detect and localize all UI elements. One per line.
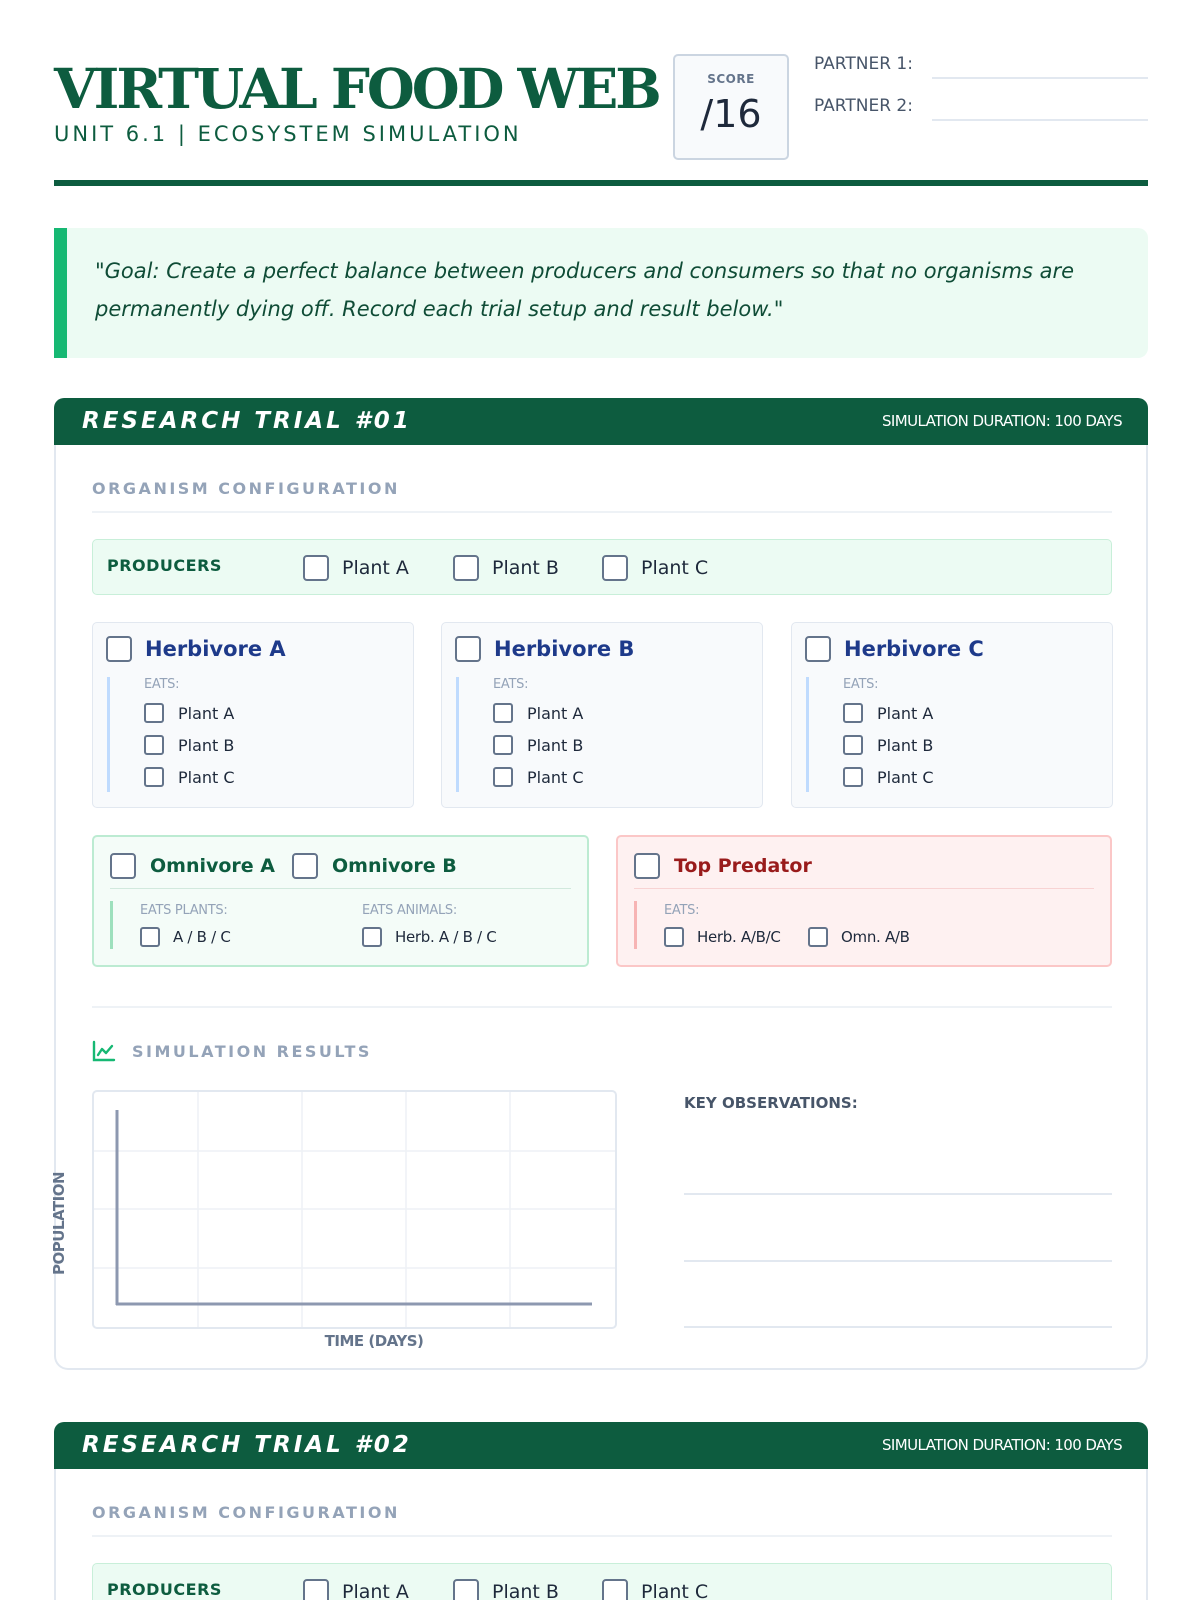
page-title: VIRTUAL FOOD WEB bbox=[54, 56, 659, 121]
herbivore-b-card bbox=[441, 622, 763, 808]
herbivore-a-diet bbox=[107, 677, 387, 792]
producers-label: PRODUCERS bbox=[107, 1580, 222, 1599]
omnivores-card bbox=[92, 835, 589, 967]
herbivore-a-card bbox=[92, 622, 414, 808]
predator-divider bbox=[634, 888, 1094, 889]
eats-animals-text: Herb. A / B / C bbox=[395, 928, 497, 946]
partner-1-field[interactable] bbox=[932, 77, 1148, 79]
eats-plants-text: A / B / C bbox=[173, 928, 231, 946]
producer-plant-c-option[interactable] bbox=[602, 554, 708, 582]
simulation-results-label: SIMULATION RESULTS bbox=[132, 1042, 372, 1061]
herbivore-c-option[interactable] bbox=[805, 636, 984, 662]
producer-plant-a-label: Plant A bbox=[342, 1581, 409, 1600]
checkbox[interactable] bbox=[808, 927, 828, 947]
producer-plant-c-checkbox[interactable] bbox=[602, 1579, 628, 1600]
trial-1-title: RESEARCH TRIAL #01 bbox=[82, 408, 412, 434]
predator-eats-herbivores-option[interactable] bbox=[664, 927, 781, 947]
eats-label: EATS: bbox=[493, 677, 529, 692]
checkbox[interactable] bbox=[140, 927, 160, 947]
checkbox[interactable] bbox=[144, 703, 164, 723]
trial-2-header bbox=[54, 1422, 1148, 1469]
organism-config-label: ORGANISM CONFIGURATION bbox=[92, 1503, 400, 1522]
research-trial-2 bbox=[54, 1422, 1148, 1600]
eats-plants-label: EATS PLANTS: bbox=[140, 903, 228, 918]
top-predator-checkbox[interactable] bbox=[634, 853, 660, 879]
herbivore-b-diet bbox=[456, 677, 736, 792]
observation-line-2[interactable] bbox=[684, 1260, 1112, 1262]
omnivore-a-option[interactable] bbox=[110, 853, 275, 879]
research-trial-1 bbox=[50, 398, 1148, 1370]
predator-option-text: Omn. A/B bbox=[841, 928, 910, 946]
food-label: Plant B bbox=[178, 735, 235, 755]
producers-row bbox=[92, 1563, 1112, 1600]
partner-1-label: PARTNER 1: bbox=[814, 54, 913, 74]
predator-eats-omnivores-option[interactable] bbox=[808, 927, 910, 947]
producer-plant-b-option[interactable] bbox=[453, 554, 559, 582]
food-label: Plant C bbox=[178, 767, 235, 787]
population-graph-grid bbox=[94, 1092, 615, 1327]
herbivore-c-checkbox[interactable] bbox=[805, 636, 831, 662]
top-predator-card bbox=[616, 835, 1112, 967]
score-label: SCORE bbox=[707, 72, 755, 86]
trial-1-body bbox=[50, 445, 1148, 1370]
eats-label: EATS: bbox=[843, 677, 879, 692]
producer-plant-c-label: Plant C bbox=[641, 557, 709, 579]
checkbox[interactable] bbox=[843, 735, 863, 755]
checkbox[interactable] bbox=[493, 767, 513, 787]
worksheet-header bbox=[54, 50, 1148, 188]
trial-2-body bbox=[54, 1469, 1148, 1600]
producers-label: PRODUCERS bbox=[107, 556, 222, 575]
herbivore-a-eats-plant-c[interactable] bbox=[144, 767, 235, 787]
producer-plant-b-checkbox[interactable] bbox=[453, 1579, 479, 1600]
herbivore-a-checkbox[interactable] bbox=[106, 636, 132, 662]
herbivore-b-eats-plant-c[interactable] bbox=[493, 767, 584, 787]
herbivore-a-title: Herbivore A bbox=[145, 637, 286, 661]
omnivore-a-title: Omnivore A bbox=[150, 855, 276, 877]
food-label: Plant C bbox=[877, 767, 934, 787]
food-label: Plant A bbox=[877, 703, 934, 723]
checkbox[interactable] bbox=[144, 735, 164, 755]
score-value: /16 bbox=[700, 92, 762, 136]
goal-callout bbox=[54, 228, 1148, 358]
organism-config-label: ORGANISM CONFIGURATION bbox=[92, 479, 400, 498]
herbivore-b-checkbox[interactable] bbox=[455, 636, 481, 662]
herbivore-c-card bbox=[791, 622, 1113, 808]
herbivore-c-diet bbox=[806, 677, 1086, 792]
producer-plant-a-checkbox[interactable] bbox=[303, 555, 329, 581]
score-box bbox=[673, 54, 789, 160]
herbivore-b-eats-plant-a[interactable] bbox=[493, 703, 583, 723]
checkbox[interactable] bbox=[493, 735, 513, 755]
omnivore-b-title: Omnivore B bbox=[332, 855, 457, 877]
population-graph[interactable] bbox=[92, 1090, 617, 1329]
producer-plant-a-option[interactable] bbox=[303, 554, 409, 582]
chart-line-icon bbox=[92, 1040, 116, 1062]
herbivore-b-eats-plant-b[interactable] bbox=[493, 735, 583, 755]
checkbox[interactable] bbox=[493, 703, 513, 723]
checkbox[interactable] bbox=[843, 703, 863, 723]
checkbox[interactable] bbox=[362, 927, 382, 947]
producer-plant-b-checkbox[interactable] bbox=[453, 555, 479, 581]
producer-plant-b-label: Plant B bbox=[492, 1581, 559, 1600]
food-label: Plant B bbox=[877, 735, 934, 755]
omnivore-diet-bar bbox=[110, 901, 113, 949]
omnivore-eats-animals-option[interactable] bbox=[362, 927, 496, 947]
trial-1-duration: SIMULATION DURATION: 100 DAYS bbox=[882, 412, 1122, 430]
producer-plant-a-option[interactable] bbox=[303, 1578, 409, 1600]
checkbox[interactable] bbox=[144, 767, 164, 787]
herbivore-a-eats-plant-b[interactable] bbox=[144, 735, 234, 755]
predator-diet-bar bbox=[634, 901, 637, 949]
omnivore-a-checkbox[interactable] bbox=[110, 853, 136, 879]
producer-plant-a-checkbox[interactable] bbox=[303, 1579, 329, 1600]
producer-plant-c-label: Plant C bbox=[641, 1581, 709, 1600]
herbivore-c-eats-plant-b[interactable] bbox=[843, 735, 933, 755]
producers-row bbox=[92, 539, 1112, 595]
herbivore-a-option[interactable] bbox=[106, 636, 286, 662]
header-divider bbox=[54, 180, 1148, 186]
food-label: Plant A bbox=[527, 703, 584, 723]
page-subtitle: UNIT 6.1 | ECOSYSTEM SIMULATION bbox=[54, 122, 522, 146]
producer-plant-c-checkbox[interactable] bbox=[602, 555, 628, 581]
omnivore-eats-plants-option[interactable] bbox=[140, 927, 231, 947]
herbivore-c-title: Herbivore C bbox=[844, 637, 984, 661]
omnivore-b-checkbox[interactable] bbox=[292, 853, 318, 879]
food-label: Plant A bbox=[178, 703, 235, 723]
trial-1-header bbox=[54, 398, 1148, 445]
herbivore-b-title: Herbivore B bbox=[494, 637, 635, 661]
predator-option-text: Herb. A/B/C bbox=[697, 928, 781, 946]
top-predator-title: Top Predator bbox=[674, 855, 812, 877]
partner-2-row bbox=[814, 96, 1148, 126]
partner-2-field[interactable] bbox=[932, 119, 1148, 121]
partner-2-label: PARTNER 2: bbox=[814, 96, 913, 116]
predator-eats-label: EATS: bbox=[664, 903, 700, 918]
omnivore-divider bbox=[110, 888, 571, 889]
omnivore-b-option[interactable] bbox=[292, 853, 457, 879]
config-divider bbox=[92, 511, 1112, 513]
food-label: Plant C bbox=[527, 767, 584, 787]
graph-x-axis-label: TIME (DAYS) bbox=[324, 1332, 424, 1350]
herbivore-c-eats-plant-a[interactable] bbox=[843, 703, 933, 723]
goal-accent-bar bbox=[54, 228, 67, 358]
top-predator-option[interactable] bbox=[634, 853, 812, 879]
eats-label: EATS: bbox=[144, 677, 180, 692]
observation-line-1[interactable] bbox=[684, 1193, 1112, 1195]
trial-2-title: RESEARCH TRIAL #02 bbox=[82, 1432, 412, 1458]
observation-line-3[interactable] bbox=[684, 1326, 1112, 1328]
goal-text: "Goal: Create a perfect balance between producers and consumers so that no organisms are permanently dying off. Record each trial setup and result below." bbox=[95, 259, 1074, 321]
checkbox[interactable] bbox=[843, 767, 863, 787]
herbivore-a-eats-plant-a[interactable] bbox=[144, 703, 234, 723]
trial-2-duration: SIMULATION DURATION: 100 DAYS bbox=[882, 1436, 1122, 1454]
herbivore-b-option[interactable] bbox=[455, 636, 634, 662]
eats-animals-label: EATS ANIMALS: bbox=[362, 903, 457, 918]
results-divider bbox=[92, 1006, 1112, 1008]
producer-plant-c-option[interactable] bbox=[602, 1578, 708, 1600]
producer-plant-a-label: Plant A bbox=[342, 557, 409, 579]
herbivore-c-eats-plant-c[interactable] bbox=[843, 767, 934, 787]
food-label: Plant B bbox=[527, 735, 584, 755]
producer-plant-b-option[interactable] bbox=[453, 1578, 559, 1600]
partner-1-row bbox=[814, 54, 1148, 84]
producer-plant-b-label: Plant B bbox=[492, 557, 559, 579]
graph-y-axis-label: POPULATION bbox=[50, 1171, 68, 1275]
checkbox[interactable] bbox=[664, 927, 684, 947]
key-observations-label: KEY OBSERVATIONS: bbox=[684, 1094, 858, 1112]
config-divider bbox=[92, 1535, 1112, 1537]
